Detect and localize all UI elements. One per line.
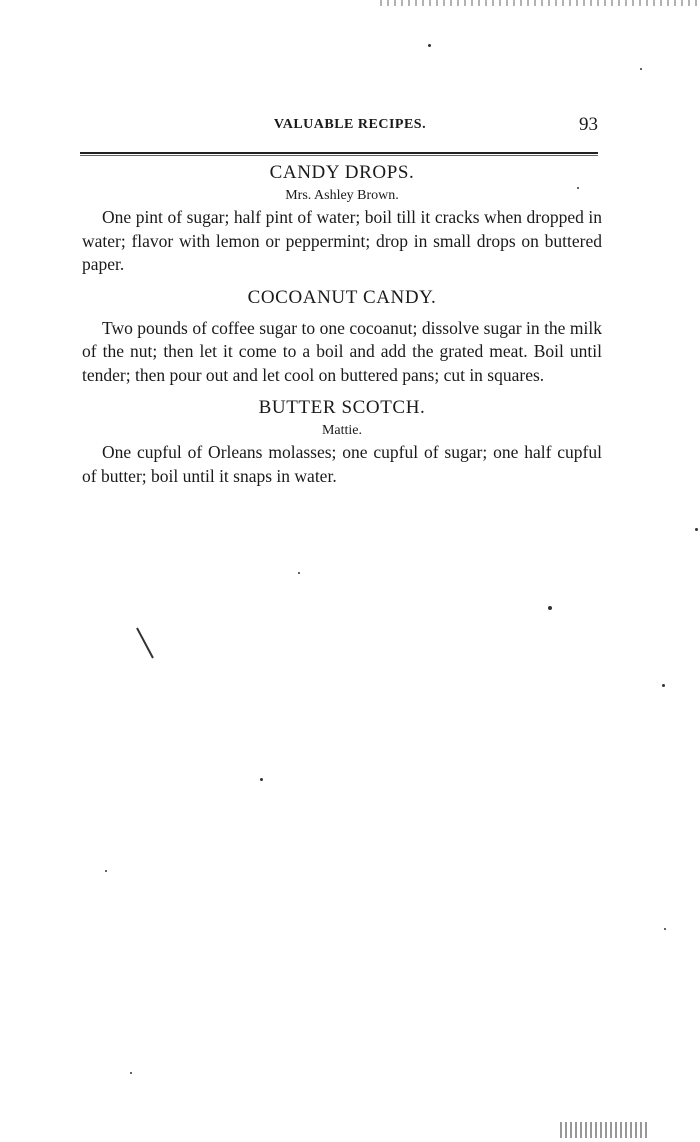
scan-edge-artifact [380, 0, 700, 6]
header-rule-thin [80, 155, 598, 156]
corner-scrawl-artifact [560, 1122, 650, 1138]
scan-speck [260, 778, 263, 781]
running-head [82, 114, 598, 139]
page-number: 93 [579, 114, 598, 135]
recipe-body: One cupful of Orleans molasses; one cupful of sugar; one half cupful of butter; boil until it snaps in water. [82, 442, 602, 486]
recipe-cocoanut-candy [82, 285, 602, 388]
recipe-author: Mrs. Ashley Brown. [285, 188, 399, 203]
recipes-content [82, 160, 602, 488]
recipe-candy-drops [82, 160, 602, 277]
running-title: VALUABLE RECIPES. [273, 117, 427, 132]
scan-speck [577, 187, 579, 189]
recipe-title: BUTTER SCOTCH. [258, 397, 426, 418]
scan-speck [664, 928, 666, 930]
recipe-body: One pint of sugar; half pint of water; boil till it cracks when dropped in water; flavor with lemon or peppermint; drop in small drops on buttered paper. [82, 207, 602, 274]
scan-speck [662, 684, 665, 687]
scan-speck [428, 44, 431, 47]
recipe-body: Two pounds of coffee sugar to one cocoanut; dissolve sugar in the milk of the nut; then let it come to a boil and add the grated meat. Boil until tender; then pour out and let cool on buttered pans; cut in squares. [82, 317, 602, 385]
scan-speck [105, 870, 107, 872]
scan-speck [130, 1072, 132, 1074]
scan-speck [298, 572, 300, 574]
scan-speck [640, 68, 642, 70]
recipe-title: CANDY DROPS. [269, 162, 415, 183]
recipe-butter-scotch [82, 395, 602, 488]
pencil-stroke-mark [136, 628, 154, 659]
header-rule [80, 152, 598, 154]
recipe-author: Mattie. [321, 423, 363, 438]
scan-speck [695, 528, 698, 531]
scan-speck [548, 606, 552, 610]
recipe-title: COCOANUT CANDY. [247, 286, 437, 308]
